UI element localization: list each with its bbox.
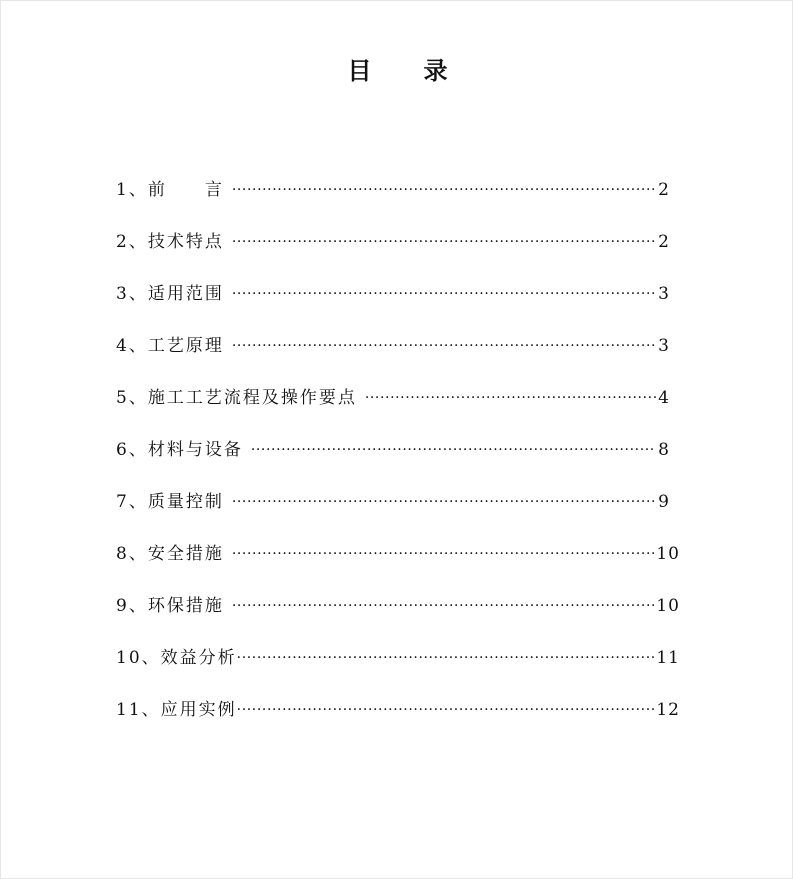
toc-entry-label: 应用实例: [160, 700, 237, 720]
toc-entry-label: 前 言: [147, 180, 224, 200]
toc-leader-dots: [232, 176, 656, 203]
toc-entry-number: 8、: [116, 544, 148, 564]
toc-entry-number: 6、: [116, 440, 148, 460]
toc-entry-materials[interactable]: [116, 437, 670, 489]
toc-entry-number: 7、: [116, 492, 148, 512]
toc-entry-number: 9、: [116, 596, 148, 616]
toc-leader-dots: [251, 436, 656, 463]
toc-entry-number: 10、: [116, 648, 161, 668]
toc-entry-page: 2: [658, 180, 670, 200]
toc-leader-dots: [232, 488, 656, 515]
toc-entry-label: 效益分析: [160, 648, 237, 668]
toc-entry-quality[interactable]: [116, 489, 670, 541]
toc-entry-page: 2: [658, 232, 670, 252]
toc-entry-label: 安全措施: [147, 544, 224, 564]
toc-entry-benefit[interactable]: [116, 645, 680, 697]
toc-leader-dots: [232, 592, 655, 619]
toc-entry-label: 质量控制: [147, 492, 224, 512]
toc-entry-page: 4: [658, 388, 670, 408]
table-of-contents: [116, 177, 680, 749]
toc-entry-label: 技术特点: [147, 232, 224, 252]
toc-entry-label: 材料与设备: [147, 440, 243, 460]
toc-entry-examples[interactable]: [116, 697, 680, 749]
toc-leader-dots: [232, 228, 656, 255]
toc-entry-label: 施工工艺流程及操作要点: [147, 388, 357, 408]
toc-leader-dots: [232, 540, 655, 567]
toc-entry-page: 10: [656, 596, 680, 616]
toc-entry-environment[interactable]: [116, 593, 680, 645]
toc-leader-dots: [232, 332, 656, 359]
toc-entry-scope[interactable]: [116, 281, 670, 333]
toc-leader-dots: [237, 644, 655, 671]
toc-title: 目录: [347, 57, 500, 85]
toc-leader-dots: [365, 384, 656, 411]
toc-leader-dots: [232, 280, 656, 307]
toc-entry-label: 环保措施: [147, 596, 224, 616]
toc-entry-page: 3: [658, 284, 670, 304]
toc-entry-number: 11、: [116, 700, 161, 720]
toc-entry-page: 3: [658, 336, 670, 356]
toc-entry-page: 8: [658, 440, 670, 460]
toc-entry-label: 适用范围: [147, 284, 224, 304]
toc-entry-features[interactable]: [116, 229, 670, 281]
toc-entry-preface[interactable]: [116, 177, 670, 229]
toc-entry-number: 2、: [116, 232, 148, 252]
toc-entry-process[interactable]: [116, 385, 670, 437]
toc-entry-page: 12: [656, 700, 680, 720]
toc-entry-page: 9: [658, 492, 670, 512]
toc-entry-number: 3、: [116, 284, 148, 304]
toc-entry-principle[interactable]: [116, 333, 670, 385]
toc-entry-page: 10: [656, 544, 680, 564]
toc-entry-label: 工艺原理: [147, 336, 224, 356]
toc-entry-safety[interactable]: [116, 541, 680, 593]
toc-entry-number: 5、: [116, 388, 148, 408]
toc-entry-number: 1、: [116, 180, 148, 200]
toc-entry-page: 11: [656, 648, 680, 668]
toc-leader-dots: [237, 696, 655, 723]
toc-entry-number: 4、: [116, 336, 148, 356]
